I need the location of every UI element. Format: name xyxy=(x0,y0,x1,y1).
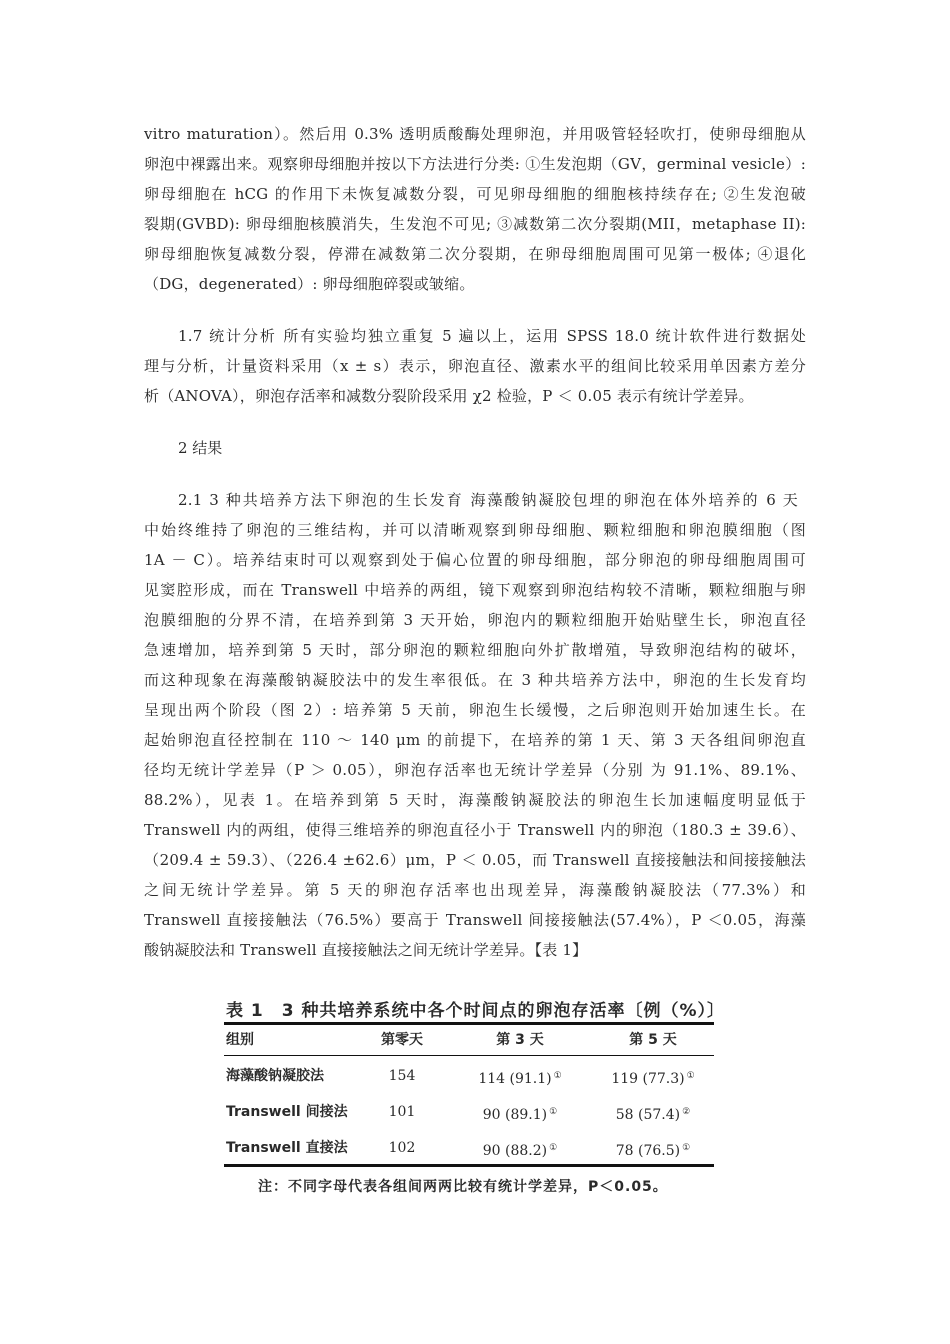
table-cell-day5 xyxy=(600,1067,706,1088)
text-line: 酸钠凝胶法和 Transwell 直接接触法之间无统计学差异。【表 1】 xyxy=(144,941,588,959)
table-top-rule xyxy=(224,1022,714,1025)
table-cell-day0: 154 xyxy=(388,1068,416,1084)
text-line: 急速增加，培养到第 5 天时，部分卵泡的颗粒细胞向外扩散增殖，导致卵泡结构的破坏， xyxy=(144,641,806,659)
text-line: Transwell 内的两组，使得三维培养的卵泡直径小于 Transwell 内的卵泡（180.3 ± 39.6）、 xyxy=(144,821,806,839)
footnote-mark: ① xyxy=(553,1071,562,1081)
value: 58 (57.4) xyxy=(615,1107,681,1123)
text-line: （DG，degenerated）: 卵母细胞碎裂或皱缩。 xyxy=(144,275,475,293)
text-line: 而这种现象在海藻酸钠凝胶法中的发生率很低。在 3 种共培养方法中，卵泡的生长发育均 xyxy=(144,671,806,689)
table-cell-day0: 102 xyxy=(388,1140,416,1156)
table-cell-day5 xyxy=(600,1139,706,1160)
text-line: 中始终维持了卵泡的三维结构，并可以清晰观察到卵母细胞、颗粒细胞和卵泡膜细胞（图 xyxy=(144,521,806,539)
table-note: 注：不同字母代表各组间两两比较有统计学差异，P＜0.05。 xyxy=(258,1179,668,1195)
text-line: Transwell 直接接触法（76.5%）要高于 Transwell 间接接触法(57.4%），P ＜0.05，海藻 xyxy=(144,911,806,929)
text-line: vitro maturation）。然后用 0.3% 透明质酸酶处理卵泡，并用吸管轻轻吹打，使卵母细胞从 xyxy=(144,125,806,143)
table-header-day0: 第零天 xyxy=(381,1032,423,1048)
value: 119 (77.3) xyxy=(611,1071,685,1087)
table-cell-day3 xyxy=(470,1139,570,1160)
table-title: 表 1 3 种共培养系统中各个时间点的卵泡存活率〔例（%）〕 xyxy=(226,1001,726,1021)
text-line: 2.1 3 种共培养方法下卵泡的生长发育 海藻酸钠凝胶包埋的卵泡在体外培养的 6 天 xyxy=(178,491,798,509)
table-header-day5: 第 5 天 xyxy=(629,1032,677,1048)
table-header-day3: 第 3 天 xyxy=(496,1032,544,1048)
table-cell-day3 xyxy=(470,1067,570,1088)
text-line: 径均无统计学差异（P ＞ 0.05），卵泡存活率也无统计学差异（分别 为 91.1%、89.1%、 xyxy=(144,761,806,779)
text-line: 析（ANOVA），卵泡存活率和减数分裂阶段采用 χ2 检验，P ＜ 0.05 表示有统计学差异。 xyxy=(144,387,754,405)
text-line: （209.4 ± 59.3）、（226.4 ±62.6）μm，P ＜ 0.05，而 Transwell 直接接触法和间接接触法 xyxy=(144,851,806,869)
text-line: 1A － C）。培养结束时可以观察到处于偏心位置的卵母细胞，部分卵泡的卵母细胞周围可 xyxy=(144,551,806,569)
table-cell-group: Transwell 间接法 xyxy=(226,1104,348,1120)
text-line: 88.2%），见表 1。在培养到第 5 天时，海藻酸钠凝胶法的卵泡生长加速幅度明显低于 xyxy=(144,791,806,809)
table-cell-group: 海藻酸钠凝胶法 xyxy=(226,1068,324,1084)
text-line: 见窦腔形成，而在 Transwell 中培养的两组，镜下观察到卵泡结构较不清晰，颗粒细胞与卵 xyxy=(144,581,806,599)
value: 90 (88.2) xyxy=(482,1143,548,1159)
table-cell-group: Transwell 直接法 xyxy=(226,1140,348,1156)
section-heading-results: 2 结果 xyxy=(178,439,223,457)
text-line: 卵母细胞在 hCG 的作用下未恢复减数分裂，可见卵母细胞的细胞核持续存在; ②生发泡破 xyxy=(144,185,806,203)
text-line: 1.7 统计分析 所有实验均独立重复 5 遍以上，运用 SPSS 18.0 统计软件进行数据处 xyxy=(178,327,806,345)
footnote-mark: ① xyxy=(682,1143,691,1153)
table-header-group: 组别 xyxy=(226,1032,254,1048)
table-cell-day0: 101 xyxy=(388,1104,416,1120)
text-line: 之间无统计学差异。第 5 天的卵泡存活率也出现差异，海藻酸钠凝胶法（77.3%）和 xyxy=(144,881,806,899)
text-line: 起始卵泡直径控制在 110 ～ 140 μm 的前提下，在培养的第 1 天、第 3 天各组间卵泡直 xyxy=(144,731,806,749)
text-line: 卵泡中裸露出来。观察卵母细胞并按以下方法进行分类: ①生发泡期（GV，germinal vesicle）: xyxy=(144,155,806,173)
table-cell-day3 xyxy=(470,1103,570,1124)
value: 90 (89.1) xyxy=(482,1107,548,1123)
table-cell-day5 xyxy=(600,1103,706,1124)
footnote-mark: ① xyxy=(686,1071,695,1081)
footnote-mark: ① xyxy=(549,1107,558,1117)
text-line: 呈现出两个阶段（图 2）: 培养第 5 天前，卵泡生长缓慢，之后卵泡则开始加速生长。在 xyxy=(144,701,806,719)
text-line: 泡膜细胞的分界不清，在培养到第 3 天开始，卵泡内的颗粒细胞开始贴壁生长，卵泡直径 xyxy=(144,611,806,629)
text-line: 理与分析，计量资料采用（x ± s）表示，卵泡直径、激素水平的组间比较采用单因素方差分 xyxy=(144,357,806,375)
value: 78 (76.5) xyxy=(615,1143,681,1159)
footnote-mark: ① xyxy=(549,1143,558,1153)
footnote-mark: ② xyxy=(682,1107,691,1117)
value: 114 (91.1) xyxy=(478,1071,552,1087)
table-header-rule xyxy=(224,1055,714,1056)
text-line: 卵母细胞恢复减数分裂，停滞在减数第二次分裂期，在卵母细胞周围可见第一极体; ④退化 xyxy=(144,245,806,263)
text-line: 裂期(GVBD): 卵母细胞核膜消失，生发泡不可见; ③减数第二次分裂期(MII，metaphase II): xyxy=(144,215,806,233)
table-bottom-rule xyxy=(224,1164,714,1167)
